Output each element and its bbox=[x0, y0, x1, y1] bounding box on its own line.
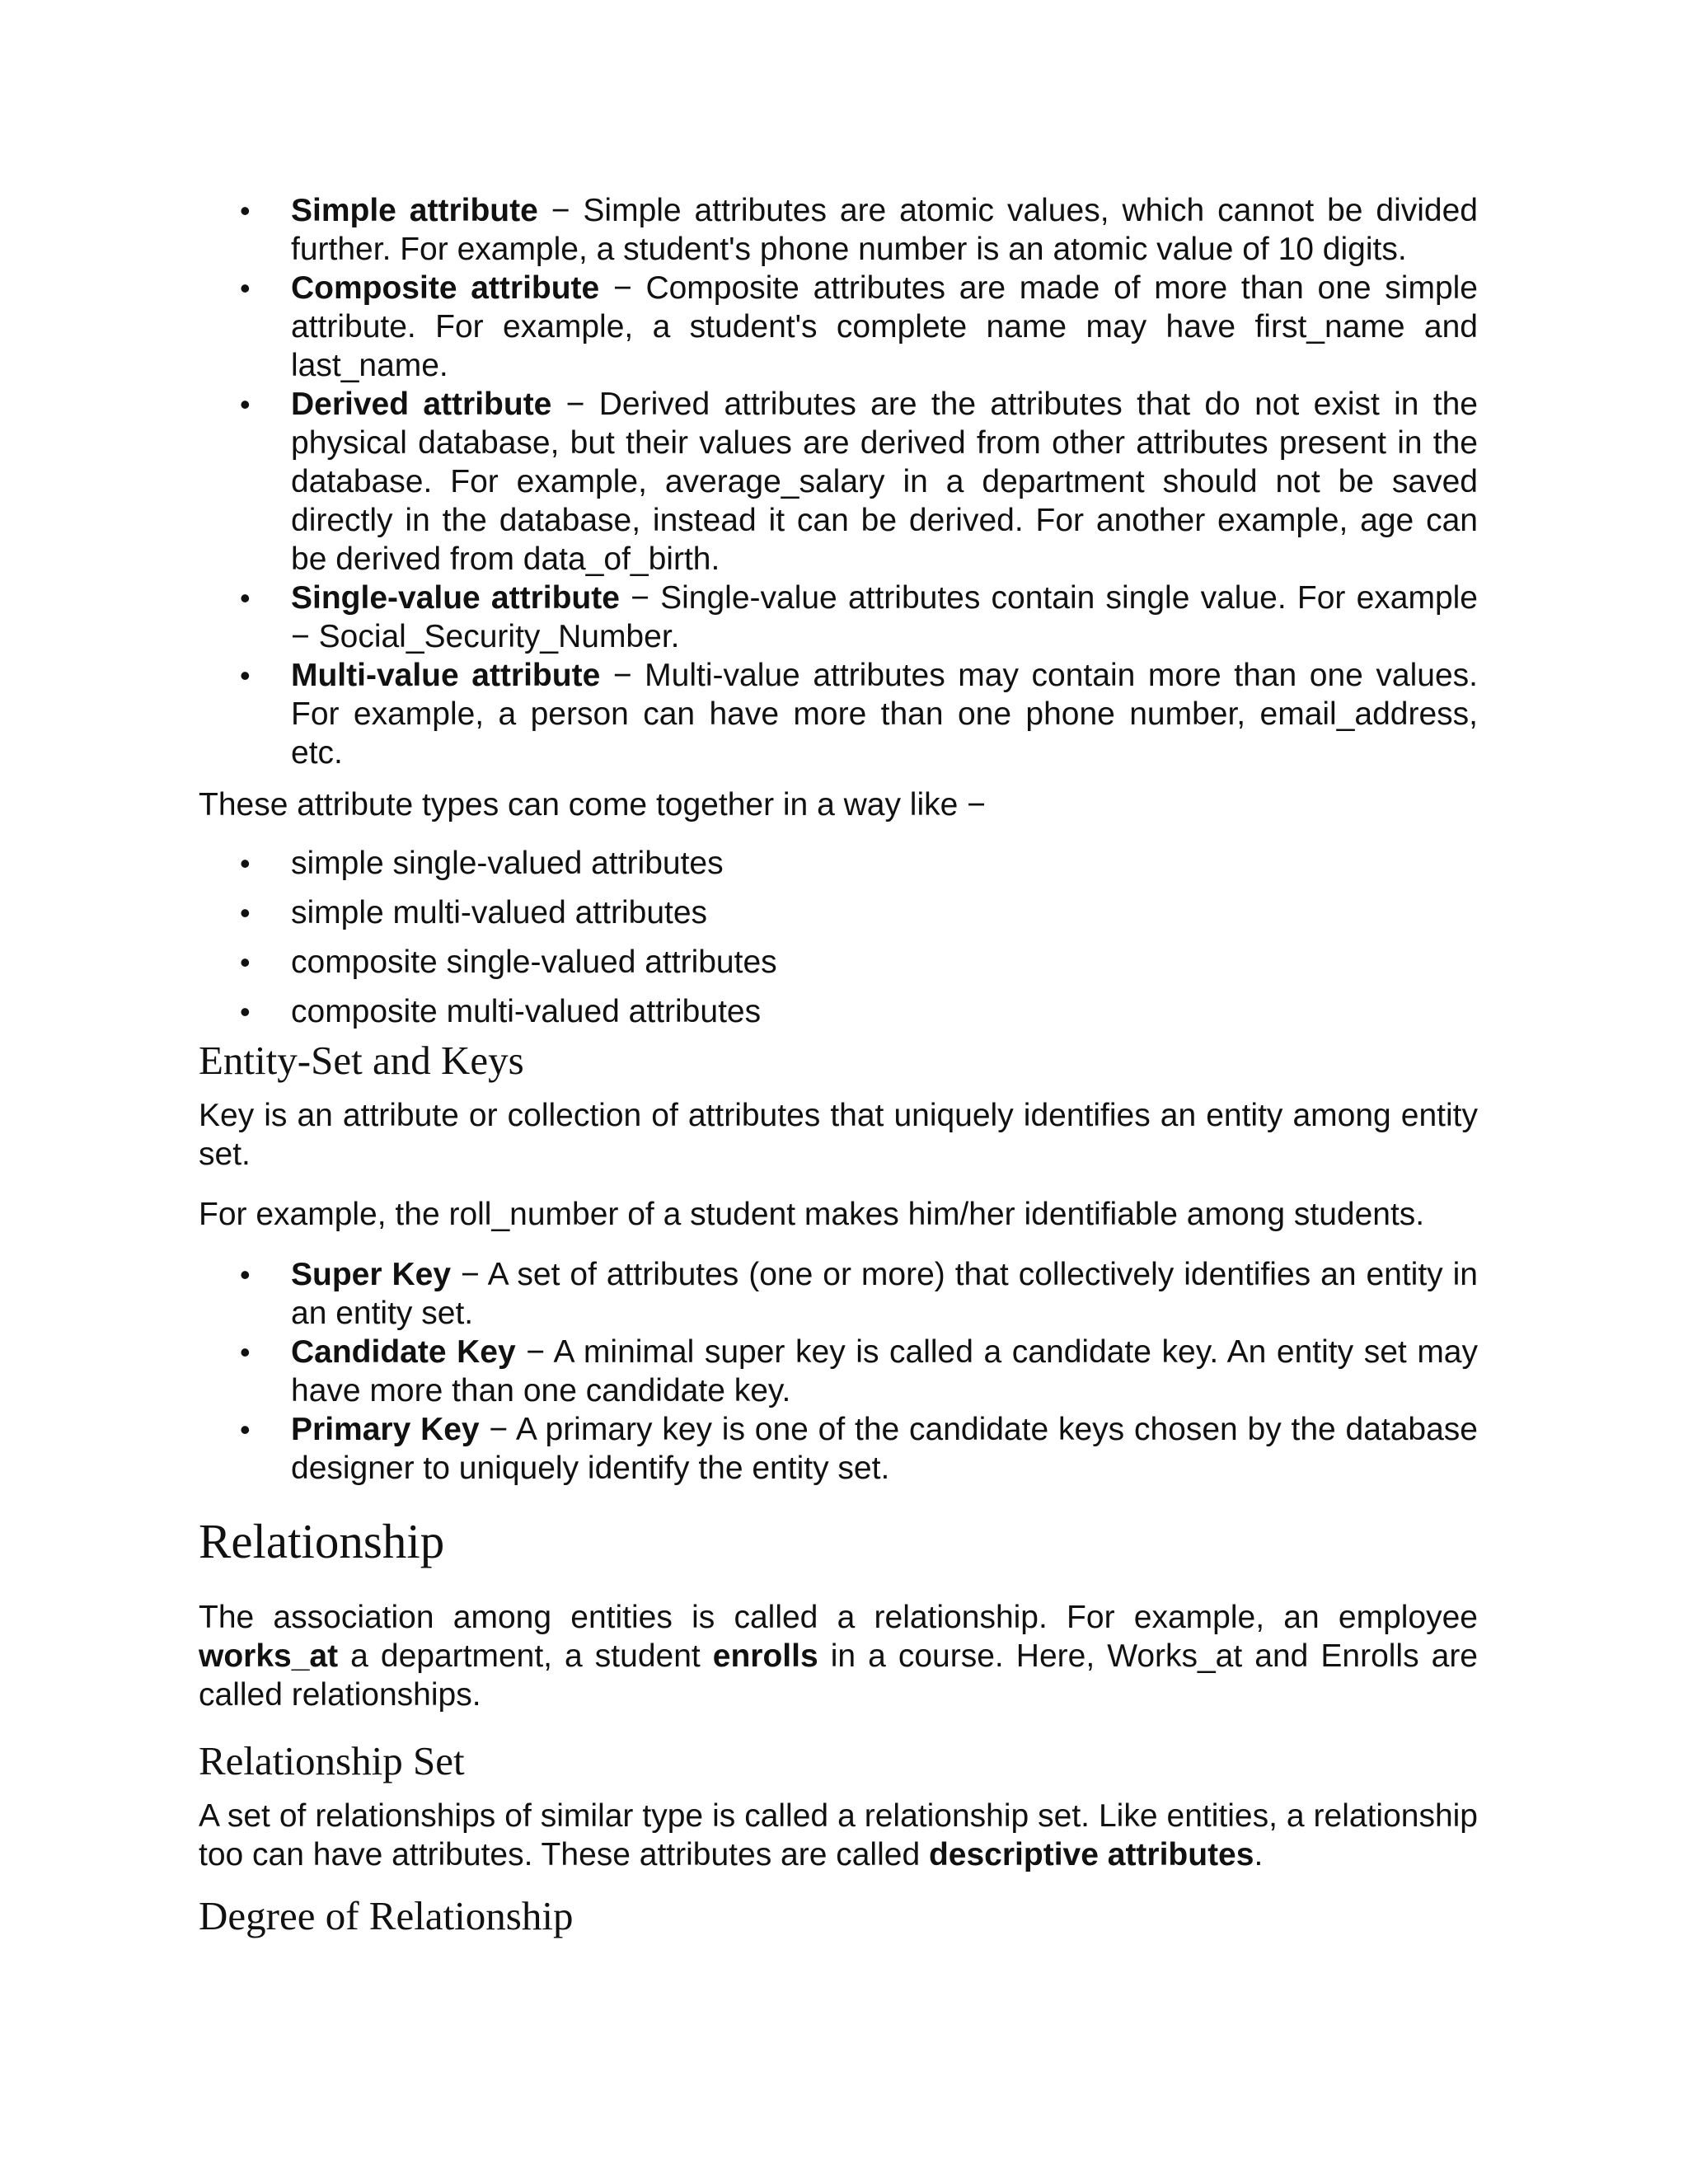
document-page bbox=[199, 191, 1478, 1940]
relationship-set-paragraph bbox=[199, 1797, 1478, 1874]
description: − A set of attributes (one or more) that collectively identifies an entity in an entity set. bbox=[291, 1257, 1478, 1331]
bold-term: works_at bbox=[199, 1638, 339, 1674]
description: − Multi-value attributes may contain more than one values. For example, a person can have more than one phone number, email_address, etc. bbox=[291, 658, 1478, 771]
list-item bbox=[291, 269, 1478, 385]
combination-intro: These attribute types can come together in a way like − bbox=[199, 787, 986, 823]
heading-entity-set-keys: Entity-Set and Keys bbox=[199, 1038, 524, 1083]
list-item: • composite single-valued attributes bbox=[291, 938, 1478, 987]
description: − Single-value attributes contain single value. For example − Social_Security_Number. bbox=[291, 580, 1478, 654]
term: Derived attribute bbox=[291, 387, 552, 422]
description: − Derived attributes are the attributes that do not exist in the physical database, but their values are derived from other attributes present in the database. For example, average_salary in a department should not be saved directly in the database, instead it can be derived. For another example, age can be derived from data_of_birth. bbox=[291, 387, 1478, 577]
term: Simple attribute bbox=[291, 193, 538, 228]
term: Candidate Key bbox=[291, 1334, 516, 1370]
text-run: a department, a student bbox=[338, 1638, 713, 1674]
list-item bbox=[291, 579, 1478, 656]
description: − A primary key is one of the candidate keys chosen by the database designer to uniquely identify the entity set. bbox=[291, 1412, 1478, 1486]
term: Primary Key bbox=[291, 1412, 480, 1447]
term: Single-value attribute bbox=[291, 580, 620, 616]
description: − A minimal super key is called a candidate key. An entity set may have more than one candidate key. bbox=[291, 1334, 1478, 1408]
key-definition: Key is an attribute or collection of attributes that uniquely identifies an entity among entity set. bbox=[199, 1098, 1478, 1172]
text-run: in a course. Here, Works_at and Enrolls are called relationships. bbox=[199, 1638, 1478, 1713]
list-item bbox=[291, 191, 1478, 269]
term: Composite attribute bbox=[291, 270, 600, 306]
attribute-types-list bbox=[199, 191, 1478, 772]
term: Multi-value attribute bbox=[291, 658, 601, 693]
bold-term: descriptive attributes bbox=[928, 1837, 1254, 1872]
keys-list bbox=[199, 1255, 1478, 1488]
text-run: A set of relationships of similar type is called a relationship set. Like entities, a relationship too can have attributes. These attributes are called bbox=[199, 1798, 1478, 1872]
list-item bbox=[291, 1333, 1478, 1410]
list-item bbox=[291, 1255, 1478, 1333]
heading-relationship-set: Relationship Set bbox=[199, 1738, 465, 1783]
text-run: . bbox=[1254, 1837, 1264, 1872]
list-item: • composite multi-valued attributes bbox=[291, 987, 1478, 1037]
list-item bbox=[291, 656, 1478, 772]
list-item: • simple multi-valued attributes bbox=[291, 888, 1478, 938]
heading-relationship: Relationship bbox=[199, 1514, 445, 1568]
relationship-paragraph bbox=[199, 1598, 1478, 1714]
heading-degree-of-relationship: Degree of Relationship bbox=[199, 1893, 574, 1938]
list-item bbox=[291, 385, 1478, 579]
list-item bbox=[291, 1410, 1478, 1488]
combinations-list bbox=[199, 839, 1478, 1037]
term: Super Key bbox=[291, 1257, 452, 1292]
description: − Composite attributes are made of more than one simple attribute. For example, a student's complete name may have first_name and last_name. bbox=[291, 270, 1478, 383]
bold-term: enrolls bbox=[712, 1638, 818, 1674]
list-item: • simple single-valued attributes bbox=[291, 839, 1478, 888]
text-run: The association among entities is called a relationship. For example, an employee bbox=[199, 1600, 1478, 1635]
key-example: For example, the roll_number of a student makes him/her identifiable among students. bbox=[199, 1197, 1425, 1232]
description: − Simple attributes are atomic values, which cannot be divided further. For example, a student's phone number is an atomic value of 10 digits. bbox=[291, 193, 1478, 267]
